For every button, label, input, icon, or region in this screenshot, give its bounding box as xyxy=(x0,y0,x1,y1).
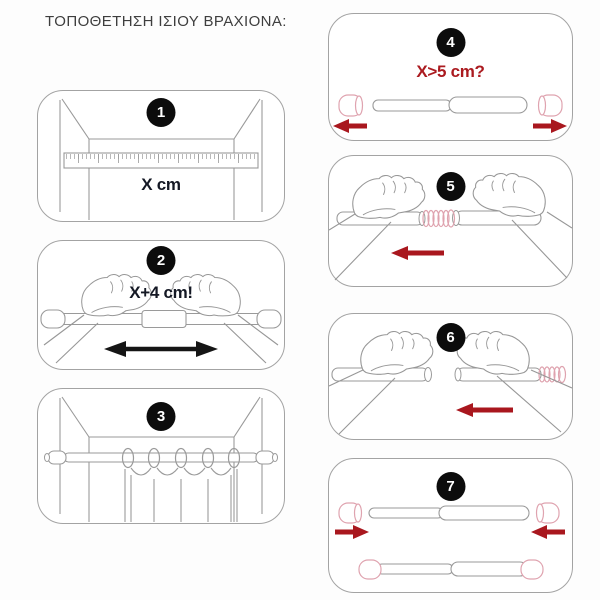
rod-drawing xyxy=(373,97,527,113)
step-2-length-label: X+4 cm! xyxy=(129,283,193,302)
rod-with-finials-drawing xyxy=(45,451,278,464)
step-7-badge: 7 xyxy=(436,472,465,501)
left-arrow-icon xyxy=(456,403,513,417)
panel-step-2 xyxy=(37,240,285,370)
assembled-rod-drawing xyxy=(359,560,543,579)
panel-step-4 xyxy=(328,13,573,141)
step-3-badge: 3 xyxy=(147,402,176,431)
panel-step-5 xyxy=(328,155,573,287)
telescopic-rod-drawing xyxy=(41,310,281,328)
step-6-badge: 6 xyxy=(436,323,465,352)
page-title: ΤΟΠΟΘΕΤΗΣΗ ΙΣΙΟΥ ΒΡΑΧΙΟΝΑ: xyxy=(45,13,287,30)
step-1-badge: 1 xyxy=(147,98,176,127)
spring-coil-drawing xyxy=(423,210,455,227)
step-4-question-label: X>5 cm? xyxy=(416,62,485,81)
ruler-icon xyxy=(64,153,258,168)
inward-arrows-icon xyxy=(335,525,565,539)
outward-arrows-icon xyxy=(333,119,567,133)
step-2-badge: 2 xyxy=(147,246,176,275)
panel-step-6 xyxy=(328,313,573,440)
double-arrow-icon xyxy=(104,341,218,357)
rod-open-drawing xyxy=(369,506,529,520)
right-hand-icon xyxy=(473,174,545,217)
panel-step-3 xyxy=(37,388,285,524)
step-1-measure-label: X cm xyxy=(141,175,181,194)
panel-step-1 xyxy=(37,90,285,222)
curtain-drawing xyxy=(125,468,237,522)
left-arrow-icon xyxy=(391,246,444,260)
panel-step-7 xyxy=(328,458,573,593)
step-4-badge: 4 xyxy=(436,28,465,57)
spring-coil-drawing xyxy=(539,367,566,383)
step-5-badge: 5 xyxy=(436,172,465,201)
